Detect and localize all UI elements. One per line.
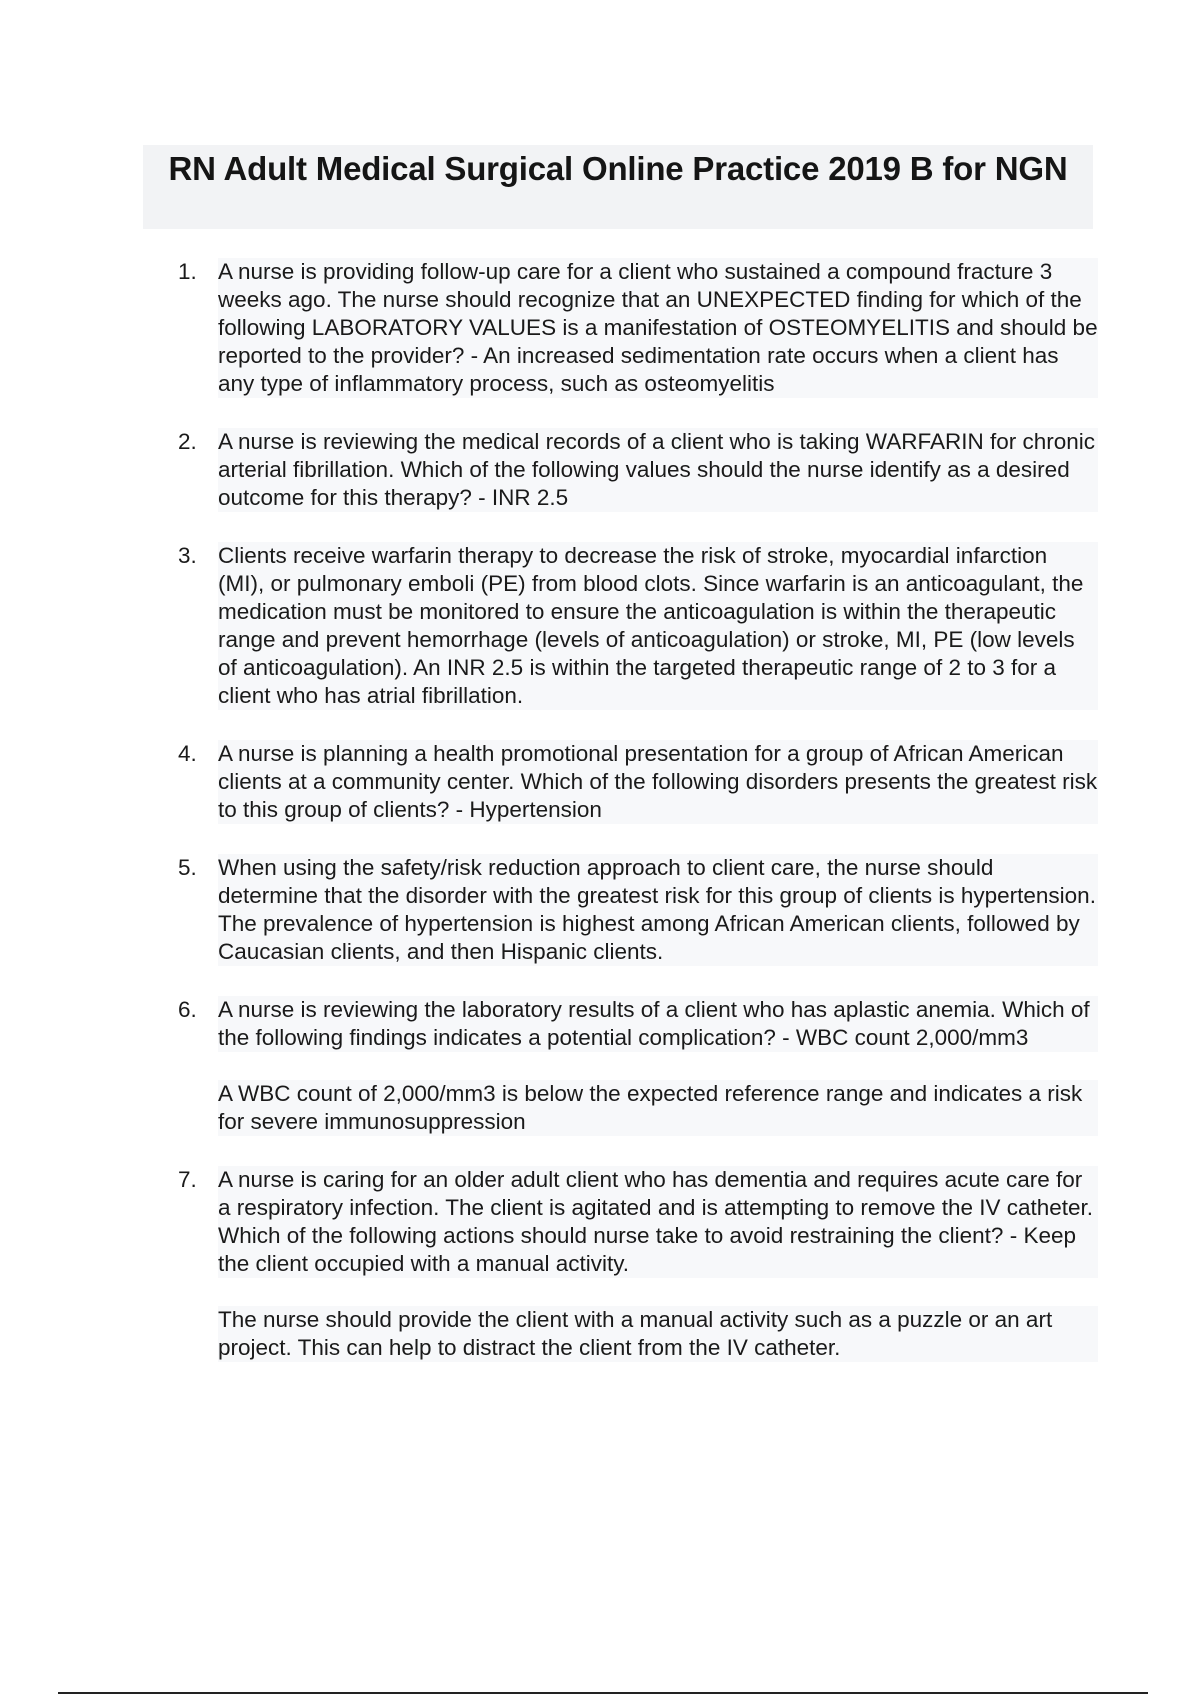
question-text: A nurse is providing follow-up care for a client who sustained a compound fracture 3 weeks ago. The nurse should recognize that an UNEXPECTED finding for which of the following LABORATORY VALUES is a manifestation of OSTEOMYELITIS and should be reported to the provider? - An increased sedimentation rate occurs when a client has any type of inflammatory process, such as osteomyelitis xyxy=(218,259,1098,396)
question-item-5 xyxy=(178,854,1098,966)
question-number: 3. xyxy=(178,543,197,568)
rationale-text: A WBC count of 2,000/mm3 is below the expected reference range and indicates a risk for severe immunosuppression xyxy=(218,1080,1098,1136)
question-item-7 xyxy=(178,1166,1098,1362)
question-text: Clients receive warfarin therapy to decrease the risk of stroke, myocardial infarction (MI), or pulmonary emboli (PE) from blood clots. Since warfarin is an anticoagulant, the medication must be monitored to ensure the anticoagulation is within the therapeutic range and prevent hemorrhage (levels of anticoagulation) or stroke, MI, PE (low levels of anticoagulation). An INR 2.5 is within the targeted therapeutic range of 2 to 3 for a client who has atrial fibrillation. xyxy=(218,542,1098,710)
question-item-1 xyxy=(178,258,1098,398)
question-text: A nurse is reviewing the medical records of a client who is taking WARFARIN for chronic arterial fibrillation. Which of the following values should the nurse identify as a desired outcome for this therapy? - INR 2.5 xyxy=(218,428,1098,512)
footer-divider xyxy=(58,1692,1148,1694)
question-item-4 xyxy=(178,740,1098,824)
question-number: 1. xyxy=(178,259,197,284)
document-title: RN Adult Medical Surgical Online Practice 2019 B for NGN xyxy=(168,150,1068,187)
question-text: A nurse is caring for an older adult client who has dementia and requires acute care for a respiratory infection. The client is agitated and is attempting to remove the IV catheter. Which of the following actions should nurse take to avoid restraining the client? - Keep the client occupied with a manual activity. xyxy=(218,1166,1098,1278)
title-banner xyxy=(143,145,1093,229)
question-item-2 xyxy=(178,428,1098,512)
question-number: 6. xyxy=(178,997,197,1022)
question-number: 7. xyxy=(178,1167,197,1192)
question-number: 2. xyxy=(178,429,197,454)
question-number: 5. xyxy=(178,855,197,880)
question-item-3 xyxy=(178,542,1098,710)
question-text: When using the safety/risk reduction approach to client care, the nurse should determine that the disorder with the greatest risk for this group of clients is hypertension. The prevalence of hypertension is highest among African American clients, followed by Caucasian clients, and then Hispanic clients. xyxy=(218,854,1098,966)
question-text: A nurse is reviewing the laboratory results of a client who has aplastic anemia. Which of the following findings indicates a potential complication? - WBC count 2,000/mm3 xyxy=(218,996,1098,1052)
question-item-6 xyxy=(178,996,1098,1136)
question-number: 4. xyxy=(178,741,197,766)
question-list xyxy=(178,258,1098,1392)
question-text: A nurse is planning a health promotional presentation for a group of African American clients at a community center. Which of the following disorders presents the greatest risk to this group of clients? - Hypertension xyxy=(218,741,1098,822)
rationale-text: The nurse should provide the client with a manual activity such as a puzzle or an art project. This can help to distract the client from the IV catheter. xyxy=(218,1306,1098,1362)
